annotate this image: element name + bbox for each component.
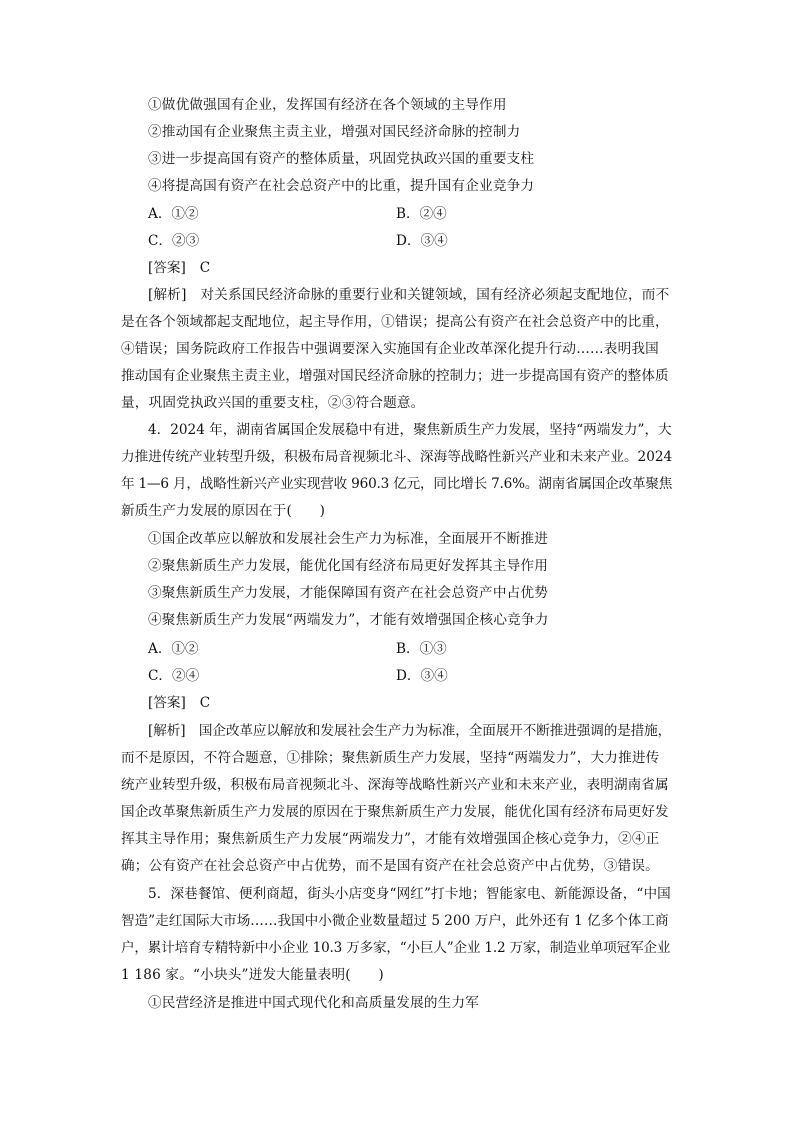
- q4-analysis-line-1: [解析] 国企改革应以解放和发展社会生产力为标准，全面展开不断推进强调的是措施，: [148, 723, 672, 739]
- q5-stem-line-1: 5．深巷餐馆、便利商超，街头小店变身“网红”打卡地；智能家电、新能源设备，“中国: [148, 886, 671, 902]
- q4-option-c: C．②④: [148, 668, 200, 684]
- q4-option-b: B．①③: [396, 641, 447, 657]
- q4-answer: [148, 693, 210, 713]
- q4-stem-line-1: 4．2024 年，湖南省属国企发展稳中有进，聚焦新质生产力发展，坚持“两端发力”，大: [148, 422, 672, 438]
- q3-option-d: D．③④: [396, 233, 448, 249]
- q4-item-3: ③聚焦新质生产力发展，才能保障国有资产在社会总资产中占优势: [148, 585, 549, 601]
- q3-answer: [148, 258, 210, 278]
- q4-analysis-line-4: 国企改革聚焦新质生产力发展的原因在于聚焦新质生产力发展，能优化国有经济布局更好发: [121, 804, 669, 820]
- q3-item-3: ③进一步提高国有资产的整体质量，巩固党执政兴国的重要支柱: [148, 151, 535, 167]
- q3-analysis-line-2: 是在各个领域都起支配地位，起主导作用，①错误；提高公有资产在社会总资产中的比重，: [121, 314, 669, 330]
- q4-item-1: ①国企改革应以解放和发展社会生产力为标准，全面展开不断推进: [148, 531, 549, 547]
- q4-analysis-line-2: 而不是原因，不符合题意，①排除；聚焦新质生产力发展，坚持“两端发力”，大力推进传: [121, 750, 660, 766]
- q4-stem-line-3: 年 1—6 月，战略性新兴产业实现营收 960.3 亿元，同比增长 7.6%。湖南省属国企改革聚焦: [121, 476, 673, 492]
- q5-item-1: ①民营经济是推进中国式现代化和高质量发展的生力军: [148, 995, 480, 1011]
- q4-answer-value: C: [199, 695, 211, 711]
- q3-item-1: ①做优做强国有企业，发挥国有经济在各个领域的主导作用: [148, 97, 507, 113]
- q4-item-2: ②聚焦新质生产力发展，能优化国有经济布局更好发挥其主导作用: [148, 558, 549, 574]
- q3-analysis-line-4: 推动国有企业聚焦主责主业，增强对国民经济命脉的控制力；进一步提高国有资产的整体质: [121, 368, 669, 384]
- q3-item-4: ④将提高国有资产在社会总资产中的比重，提升国有企业竞争力: [148, 178, 535, 194]
- q4-option-a: A．①②: [148, 641, 199, 657]
- q3-option-b: B．②④: [396, 206, 447, 222]
- q3-analysis-line-3: ④错误；国务院政府工作报告中强调要深入实施国有企业改革深化提升行动……表明我国: [121, 341, 659, 357]
- q4-analysis-line-6: 确；公有资产在社会总资产中占优势，而不是国有资产在社会总资产中占优势，③错误。: [121, 858, 659, 874]
- q5-stem-line-2: 智造”走红国际大市场……我国中小微企业数量超过 5 200 万户，此外还有 1 亿多个体工商: [121, 913, 669, 929]
- q3-option-c: C．②③: [148, 233, 200, 249]
- q4-stem-line-2: 力推进传统产业转型升级，积极布局音视频北斗、深海等战略性新兴产业和未来产业。2024: [121, 449, 673, 465]
- q5-stem-line-3: 户，累计培育专精特新中小企业 10.3 万多家，“小巨人”企业 1.2 万家，制造业单项冠军企业: [121, 940, 671, 956]
- q3-analysis-line-1: [解析] 对关系国民经济命脉的重要行业和关键领域，国有经济必须起支配地位，而不: [148, 287, 670, 303]
- q3-analysis-line-5: 量，巩固党执政兴国的重要支柱，②③符合题意。: [121, 395, 425, 411]
- q4-answer-label: [答案]: [148, 695, 186, 711]
- q4-stem-line-4: 新质生产力发展的原因在于( ): [121, 503, 326, 519]
- q3-answer-label: [答案]: [148, 260, 186, 276]
- q4-analysis-line-3: 统产业转型升级，积极布局音视频北斗、深海等战略性新兴产业和未来产业，表明湖南省属: [121, 777, 669, 793]
- q3-option-a: A．①②: [148, 206, 199, 222]
- q4-analysis-line-5: 挥其主导作用；聚焦新质生产力发展“两端发力”，才能有效增强国企核心竞争力，②④正: [121, 831, 660, 847]
- q3-answer-value: C: [199, 260, 211, 276]
- q3-item-2: ②推动国有企业聚焦主责主业，增强对国民经济命脉的控制力: [148, 124, 521, 140]
- q4-item-4: ④聚焦新质生产力发展“两端发力”，才能有效增强国企核心竞争力: [148, 612, 549, 628]
- q4-option-d: D．③④: [396, 668, 448, 684]
- q5-stem-line-4: 1 186 家。“小块头”迸发大能量表明( ): [121, 967, 384, 983]
